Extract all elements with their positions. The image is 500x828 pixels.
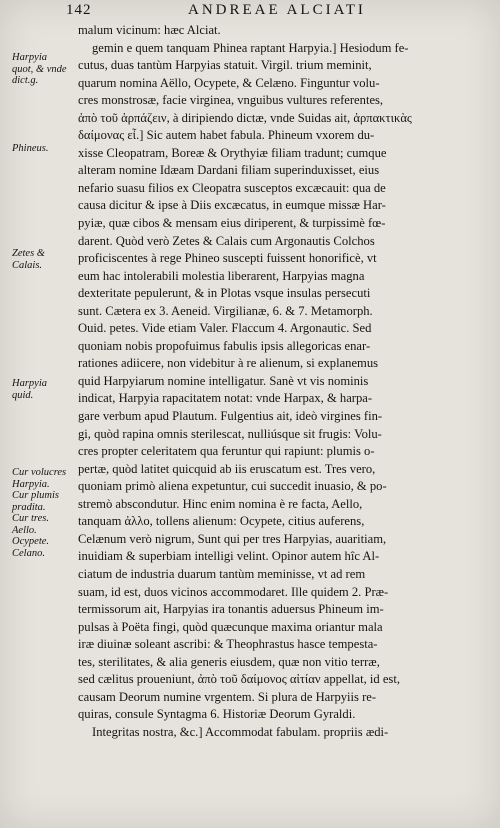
margin-note-line: Harpyia. [12, 478, 50, 490]
margin-note-line: Harpyia [12, 52, 47, 63]
margin-note-line: Cur plumis [12, 490, 59, 501]
text-line: tes, sterilitates, & alia generis eiusdem, quæ non vitio terræ, [78, 654, 380, 669]
text-line: dexteritate pepulerunt, & in Plotas vsque insulas persecuti [78, 286, 371, 301]
text-line: tanquam ἀλλο, tollens alienum: Ocypete, citius auferens, [78, 514, 365, 529]
main-text [78, 22, 484, 741]
margin-note-line: pradita. [12, 501, 46, 513]
text-line: sed cælitus proueniunt, ἀπὸ τοῦ δαίμονος αἰτίαν appellat, id est, [78, 672, 400, 687]
margin-note-harpyiae [12, 52, 67, 87]
page-number: 142 [66, 2, 92, 18]
text-line: inuidiam & superbiam intelligi velint. Opinor autem hîc Al- [78, 549, 380, 564]
text-line: quarum nomina Aëllo, Ocypete, & Celæno. Finguntur volu- [78, 75, 380, 90]
text-line: Ouid. petes. Vide etiam Valer. Flaccum 4. Argonautic. Sed [78, 321, 372, 336]
text-line: quoniam nobis propofuimus fabulis ipsis allegoricas enar- [78, 338, 371, 353]
text-line: malum vicinum: hæc Alciat. [78, 23, 221, 37]
text-line: stremò abscondutur. Hinc enim nomina è re facta, Aello, [78, 496, 363, 511]
text-line: quid Harpyiarum nomine intelligatur. Sanè vt vis nominis [78, 373, 369, 388]
margin-note-zetes [12, 248, 45, 271]
text-line: termissorum ait, Harpyias ira tonantis aduersus Phineum im- [78, 602, 384, 617]
text-line: ciatum de industria duarum tantùm meminisse, vt ad rem [78, 566, 366, 581]
margin-note-line: Harpyia [12, 378, 47, 389]
margin-note-line: Cur tres. [12, 513, 49, 524]
text-line: indicat, Harpyia rapacitatem notat: vnde Harpax, & harpa- [78, 391, 373, 406]
text-line: Integritas nostra, &c.] Accommodat fabulam. propriis ædi- [92, 724, 389, 739]
text-line: rationes adiicere, non videbitur à re alienum, si explanemus [78, 356, 379, 371]
text-line: gi, quòd rapina omnis sterilescat, nulliúsque sit frugis: Volu- [78, 426, 382, 441]
margin-note-harpyia-quid [12, 378, 47, 401]
margin-note-line: Phineus. [12, 143, 49, 154]
text-line: pulsas à Poëta fingi, quòd quæcunque maxima oriantur mala [78, 619, 383, 634]
text-line: quiras, consule Syntagma 6. Historiæ Deorum Gyraldi. [78, 707, 356, 722]
margin-note-line: quid. [12, 389, 34, 401]
text-line: cres monstrosæ, facie virginea, vnguibus vultures referentes, [78, 93, 384, 108]
text-line: causam Deorum numine vrgentem. Si plura de Harpyiis re- [78, 689, 377, 704]
text-line: cutus, duas tantùm Harpyias statuit. Virgil. trium meminit, [78, 58, 372, 73]
text-line: gemin e quem tanquam Phinea raptant Harpyia.] Hesiodum fe- [92, 40, 409, 55]
text-line: alteram nomine Idæam Dardani filiam superinduxisset, eius [78, 163, 380, 178]
text-line: nefario suasu filios ex Cleopatra susceptos excæcauit: qua de [78, 180, 386, 195]
text-line: suam, id est, duos vicinos accommodaret. Ille quidem 2. Præ- [78, 584, 389, 599]
margin-note-line: Zetes & [12, 248, 45, 259]
margin-note-phineus [12, 143, 48, 155]
text-line: darent. Quòd verò Zetes & Calais cum Argonautis Colchos [78, 233, 375, 248]
text-line: sunt. Cætera ex 3. Aeneid. Virgilianæ, 6. & 7. Metamorph. [78, 303, 373, 318]
margin-note-line: Celano. [12, 547, 45, 559]
text-line: Celænum verò nigrum, Sunt qui per tres Harpyias, auaritiam, [78, 531, 387, 546]
text-line: causa dicitur & ipse à Diis excæcatus, in eumque missæ Har- [78, 198, 386, 213]
margin-note-line: dict.g. [12, 75, 39, 86]
running-title: ANDREAE ALCIATI [188, 2, 366, 18]
margin-note-line: Calais. [12, 259, 43, 271]
text-line: eum hac intolerabili molestia liberarent, Harpyias magna [78, 268, 365, 283]
margin-note-line: Ocypete. [12, 536, 50, 547]
margin-note-line: Aello. [12, 524, 37, 536]
text-line: gare verbum apud Plautum. Fulgentius ait, ideò virgines fin- [78, 409, 383, 424]
text-line: δαίμονας εἶ.] Sic autem habet fabula. Phineum vxorem du- [78, 128, 375, 143]
text-line: xisse Cleopatram, Boreæ & Orythyiæ filiam tradunt; cumque [78, 145, 387, 160]
text-line: ἀπὸ τοῦ ἁρπάζειν, à diripiendo dictæ, vnde Suidas ait, ἁρπακτικὰς [78, 110, 412, 125]
text-line: iræ diuinæ soleant ascribi: & Theophrastus hasce tempesta- [78, 637, 378, 652]
margin-note-line: quot, & vnde [12, 63, 67, 75]
text-line: cres propter celeritatem qua feruntur qui rapiunt: plumis o- [78, 444, 375, 459]
margin-note-cur-volucres [12, 467, 66, 559]
text-line: pertæ, quòd latitet quicquid ab iis eruscatum est. Tres vero, [78, 461, 376, 476]
text-line: quoniam primò aliena expetuntur, cui succedit inuasio, & po- [78, 479, 387, 494]
text-line: pyiæ, quæ cibos & mensam eius diriperent, & turpissimè fœ- [78, 216, 386, 231]
text-line: proficiscentes à rege Phineo suscepti fuissent honorificè, vt [78, 251, 377, 266]
margin-note-line: Cur volucres [12, 467, 67, 478]
